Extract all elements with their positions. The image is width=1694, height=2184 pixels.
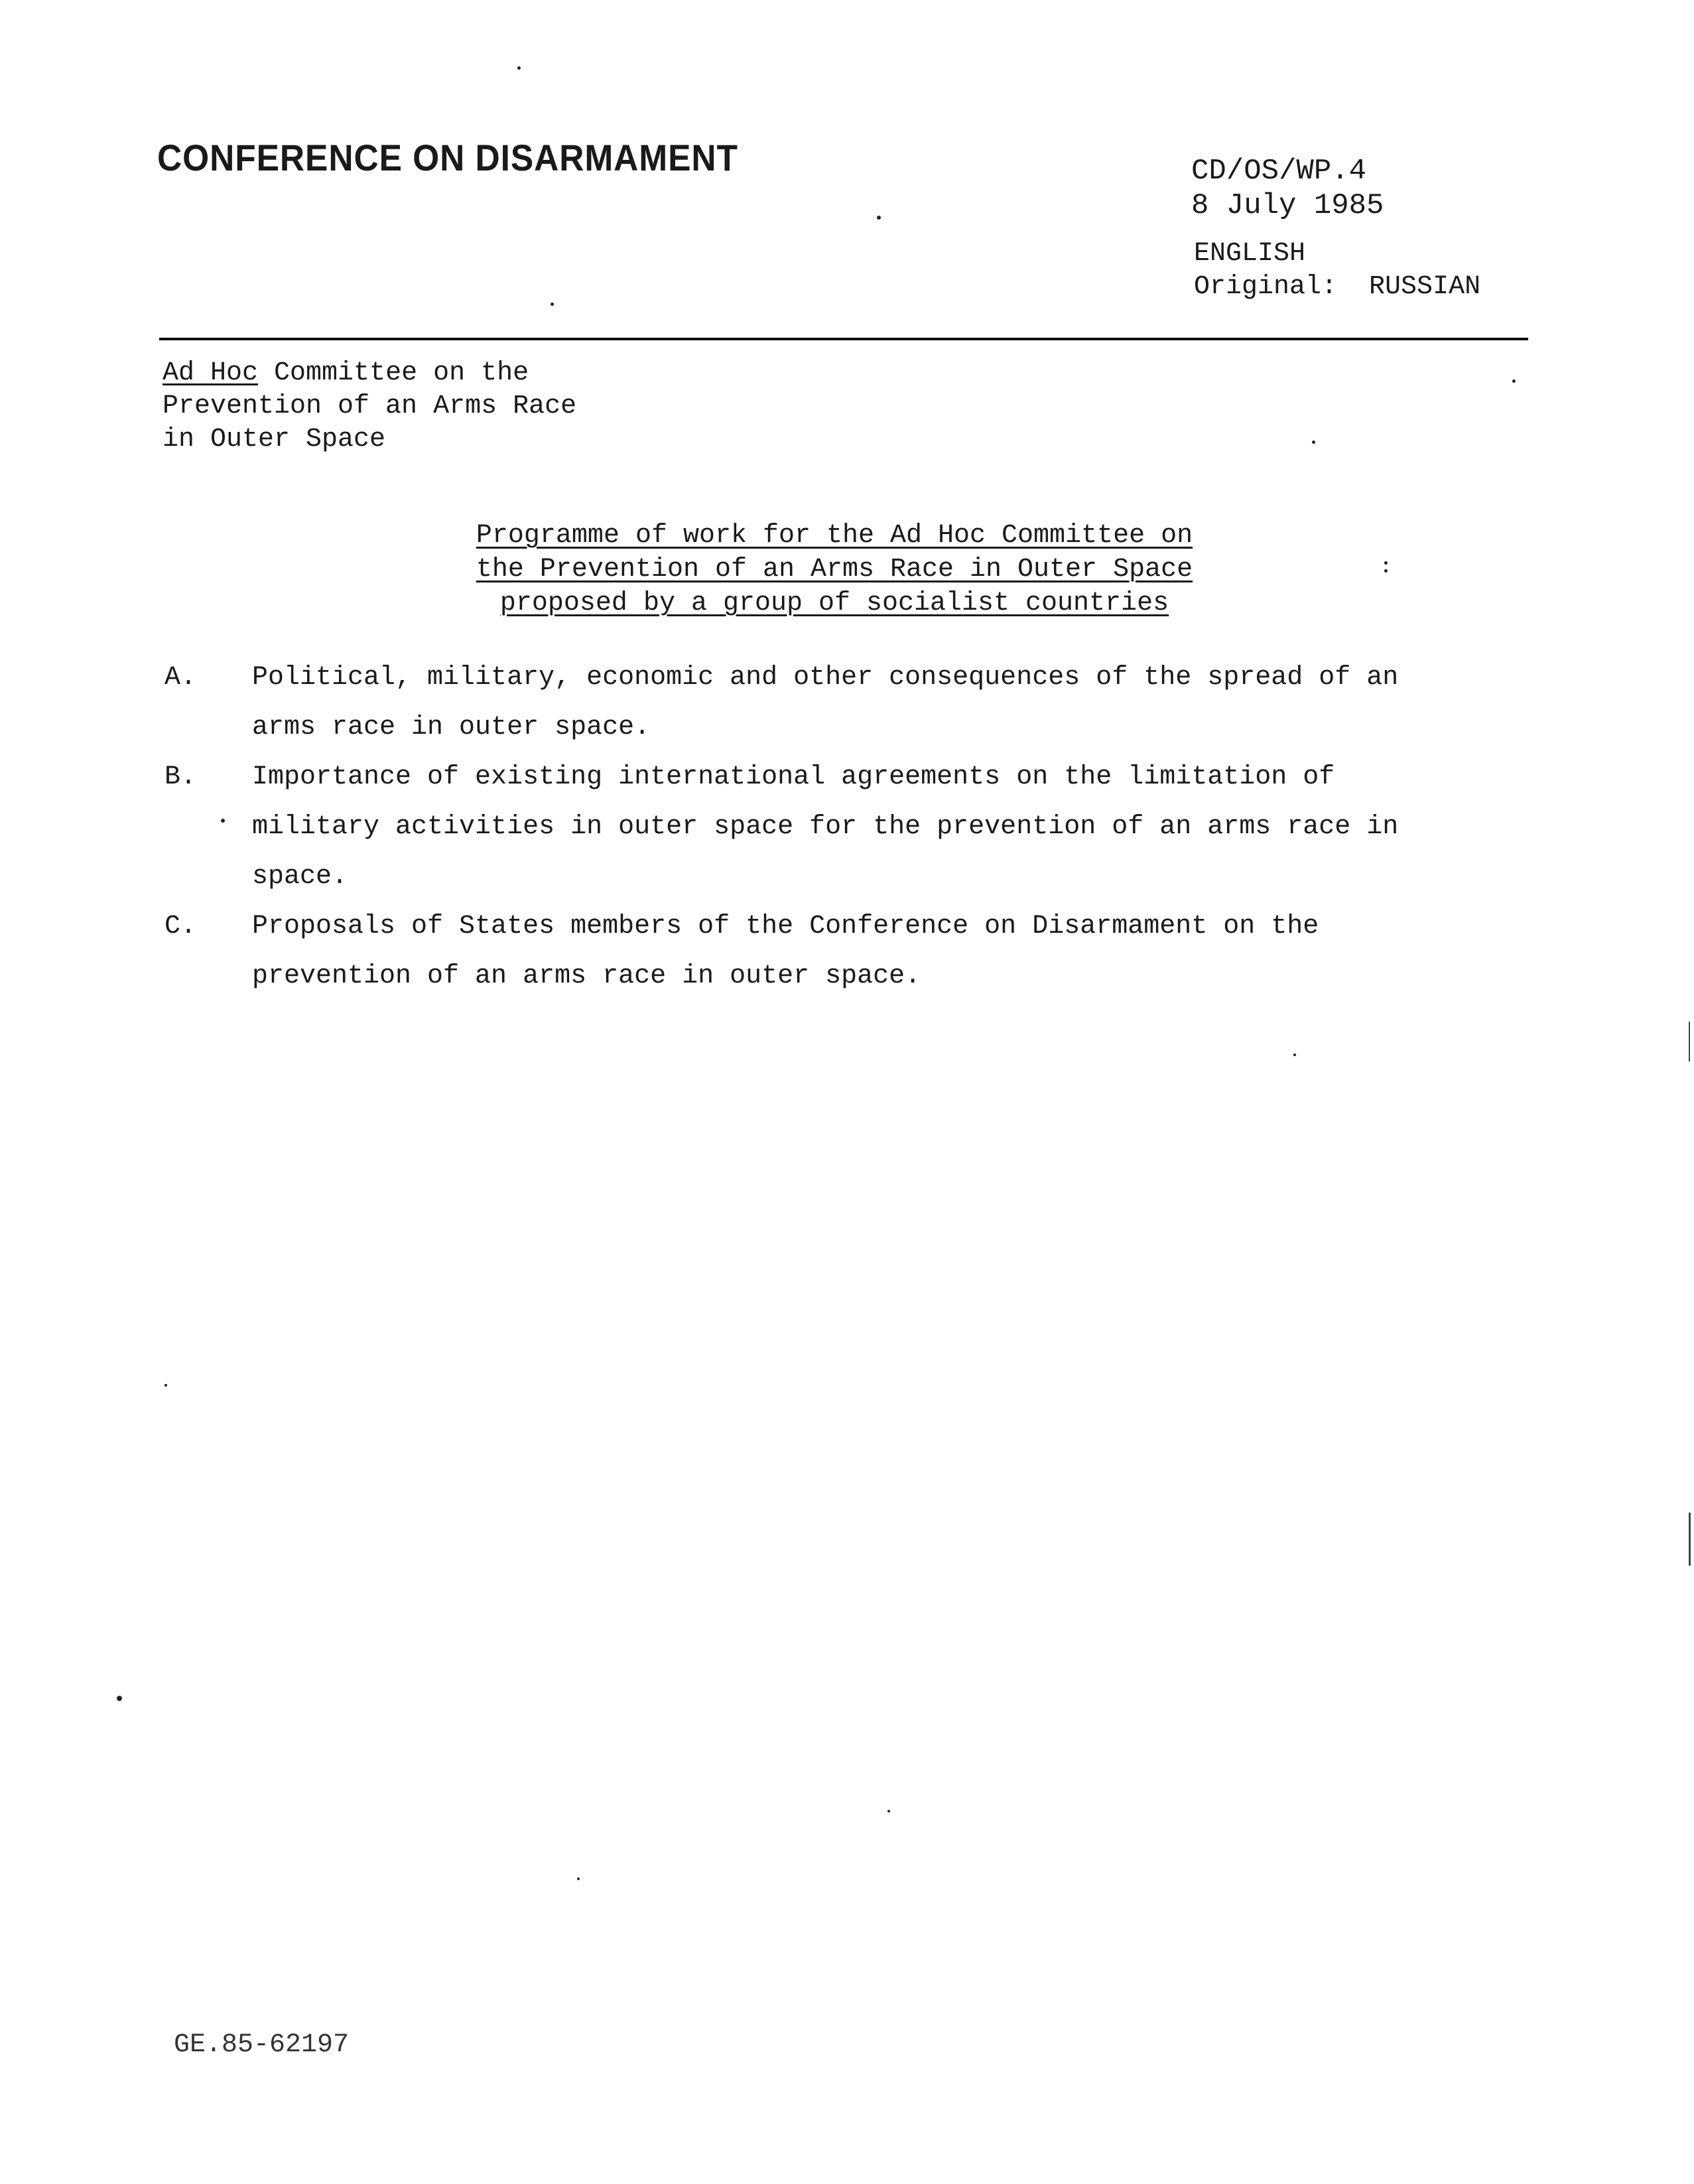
scan-speck [887, 1810, 890, 1812]
heading-line: the Prevention of an Arms Race in Outer Space [476, 555, 1193, 584]
item-letter: C. [164, 912, 197, 941]
scan-speck [221, 819, 225, 823]
margin-mark [1689, 1513, 1691, 1566]
committee-line-1 [163, 357, 576, 390]
item-text [252, 653, 1491, 752]
footer-code: GE.85-62197 [174, 2030, 350, 2060]
list-item [164, 752, 1491, 902]
scan-speck [1293, 1054, 1296, 1056]
committee-line-2: Prevention of an Arms Race [163, 391, 577, 421]
document-reference [1191, 154, 1384, 223]
item-line: space. [252, 862, 348, 892]
scan-speck [1312, 441, 1315, 444]
page-title: CONFERENCE ON DISARMAMENT [157, 137, 738, 178]
committee-name [163, 357, 576, 456]
scan-speck [1384, 561, 1388, 565]
document-symbol: CD/OS/WP.4 [1191, 155, 1367, 188]
heading-line: proposed by a group of socialist countries [499, 588, 1169, 618]
scan-speck [164, 1384, 167, 1387]
committee-ad-hoc: Ad Hoc [163, 358, 259, 388]
item-text [252, 902, 1491, 1001]
item-letter: B. [164, 762, 197, 792]
document-date: 8 July 1985 [1191, 189, 1384, 222]
margin-mark [1689, 1022, 1690, 1061]
list-item [164, 653, 1491, 752]
header-divider [159, 338, 1528, 340]
item-line: Importance of existing international agreements on the limitation of [252, 762, 1335, 792]
heading-line: Programme of work for the Ad Hoc Committee on [476, 521, 1193, 551]
programme-heading [452, 519, 1216, 620]
original-label: Original: [1194, 272, 1338, 302]
scan-speck [117, 1696, 122, 1701]
scan-speck [517, 66, 521, 70]
original-language-row [1194, 271, 1480, 304]
item-line: prevention of an arms race in outer space. [252, 961, 921, 991]
item-line: military activities in outer space for the prevention of an arms race in [252, 812, 1399, 842]
item-text [252, 752, 1491, 902]
original-value: RUSSIAN [1369, 272, 1481, 302]
document-language: ENGLISH [1194, 239, 1306, 269]
scan-speck [551, 303, 554, 306]
language-block [1194, 238, 1480, 304]
list-item [164, 902, 1491, 1001]
scan-speck [1384, 569, 1388, 573]
item-line: Political, military, economic and other consequences of the spread of an [252, 663, 1399, 693]
scan-speck [1512, 379, 1516, 383]
scan-speck [577, 1877, 580, 1880]
committee-line-3: in Outer Space [163, 425, 386, 454]
scan-speck [877, 216, 881, 220]
committee-line-1-rest: Committee on the [258, 358, 529, 388]
item-line: Proposals of States members of the Conference on Disarmament on the [252, 912, 1319, 941]
programme-items [164, 653, 1491, 1001]
item-letter: A. [164, 663, 197, 693]
item-line: arms race in outer space. [252, 713, 651, 742]
